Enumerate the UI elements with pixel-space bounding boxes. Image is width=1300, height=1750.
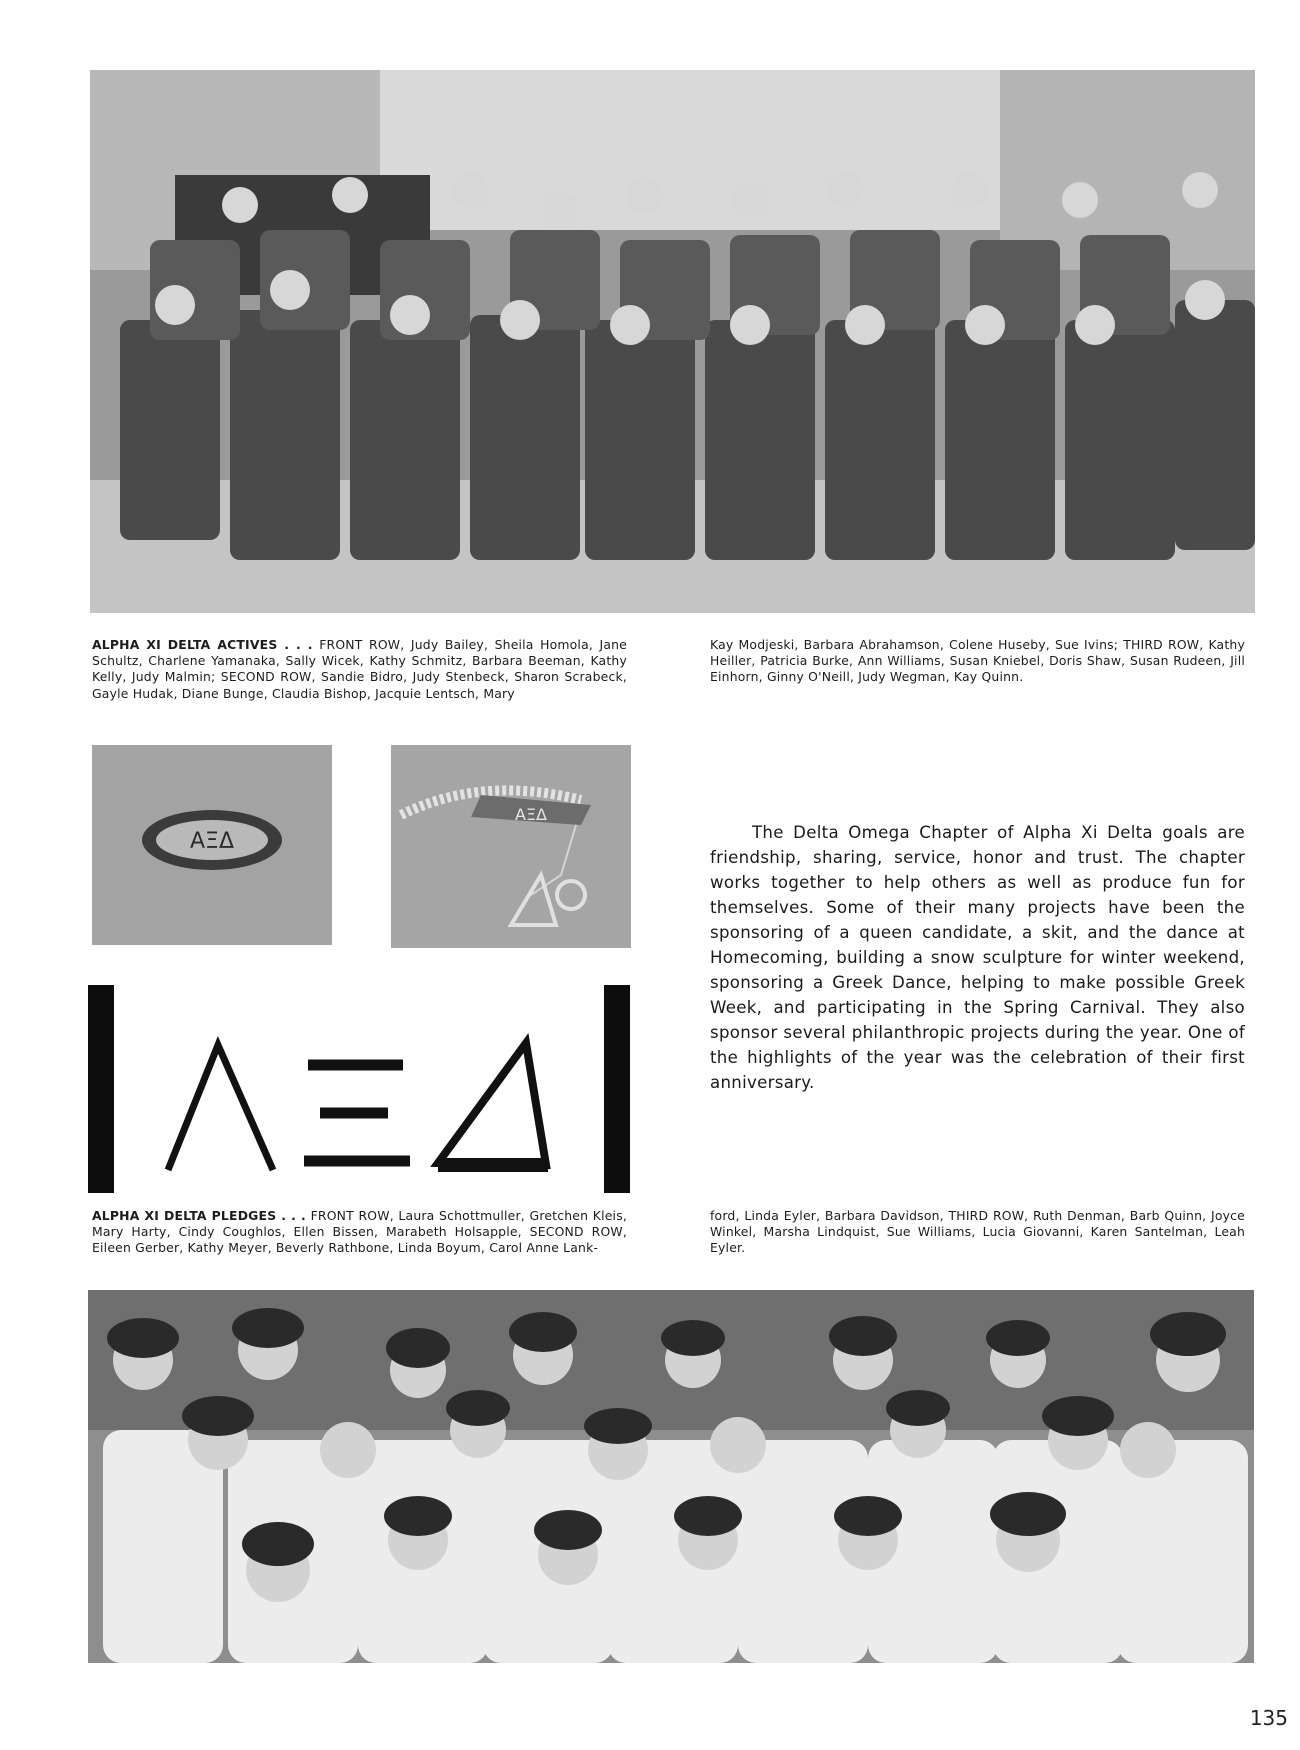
chapter-description: The Delta Omega Chapter of Alpha Xi Delta goals are friendship, sharing, service, honor and trust. The chapter works together to help others as well as produce fun for themselves. Some of their many projects have been the sponsoring of a queen candidate, a skit, and the dance at Homecoming, building a snow sculpture for winter weekend, sponsoring a Greek Dance, helping to make possible Greek Week, and participating in the Spring Carnival. They also sponsor several philanthropic projects during the year. One of the highlights of the year was the celebration of their first anniversary.	[710, 823, 1245, 1092]
badge-pin-letters: ΑΞΔ	[190, 829, 234, 854]
pledge-pin-letters: ΑΞΔ	[515, 805, 547, 824]
actives-caption-text-continued: Kay Modjeski, Barbara Abrahamson, Colene Huseby, Sue Ivins; THIRD ROW, Kathy Heiller, Patricia Burke, Ann Williams, Susan Kniebel, Doris Shaw, Susan Rudeen, Jill Einhorn, Ginny O'Neill, Judy Wegman, Kay Quinn.	[710, 637, 1245, 685]
pledges-group-photo	[88, 1290, 1254, 1663]
pledges-caption-lead: ALPHA XI DELTA PLEDGES . . .	[92, 1208, 306, 1223]
crest-left-bar	[88, 985, 114, 1193]
greek-letters-crest	[88, 985, 630, 1193]
pledges-caption-right	[710, 1208, 1245, 1257]
badge-pin-photo	[92, 745, 332, 945]
pledges-caption-text: FRONT ROW, Laura Schottmuller, Gretchen Kleis, Mary Harty, Cindy Coughlos, Ellen Bissen, Marabeth Holsapple, SECOND ROW, Eileen Gerber, Kathy Meyer, Beverly Rathbone, Linda Boyum, Carol Anne Lank-	[92, 1208, 627, 1256]
pledges-caption-left	[92, 1208, 627, 1257]
actives-caption-left	[92, 637, 627, 702]
pledges-caption-text-continued: ford, Linda Eyler, Barbara Davidson, THIRD ROW, Ruth Denman, Barb Quinn, Joyce Winkel, Marsha Lindquist, Sue Williams, Lucia Giovanni, Karen Santelman, Leah Eyler.	[710, 1208, 1245, 1256]
actives-caption-right	[710, 637, 1245, 686]
page-number: 135	[1249, 1706, 1288, 1730]
actives-caption-text: FRONT ROW, Judy Bailey, Sheila Homola, Jane Schultz, Charlene Yamanaka, Sally Wicek, Kathy Schmitz, Barbara Beeman, Kathy Kelly, Judy Malmin; SECOND ROW, Sandie Bidro, Judy Stenbeck, Sharon Scrabeck, Gayle Hudak, Diane Bunge, Claudia Bishop, Jacquie Lentsch, Mary	[92, 637, 628, 701]
actives-caption-lead: ALPHA XI DELTA ACTIVES . . .	[92, 637, 313, 652]
pledge-pin-photo	[391, 745, 631, 948]
crest-right-bar	[604, 985, 630, 1193]
greek-letters-graphic	[148, 1025, 588, 1175]
actives-group-photo	[90, 70, 1255, 613]
